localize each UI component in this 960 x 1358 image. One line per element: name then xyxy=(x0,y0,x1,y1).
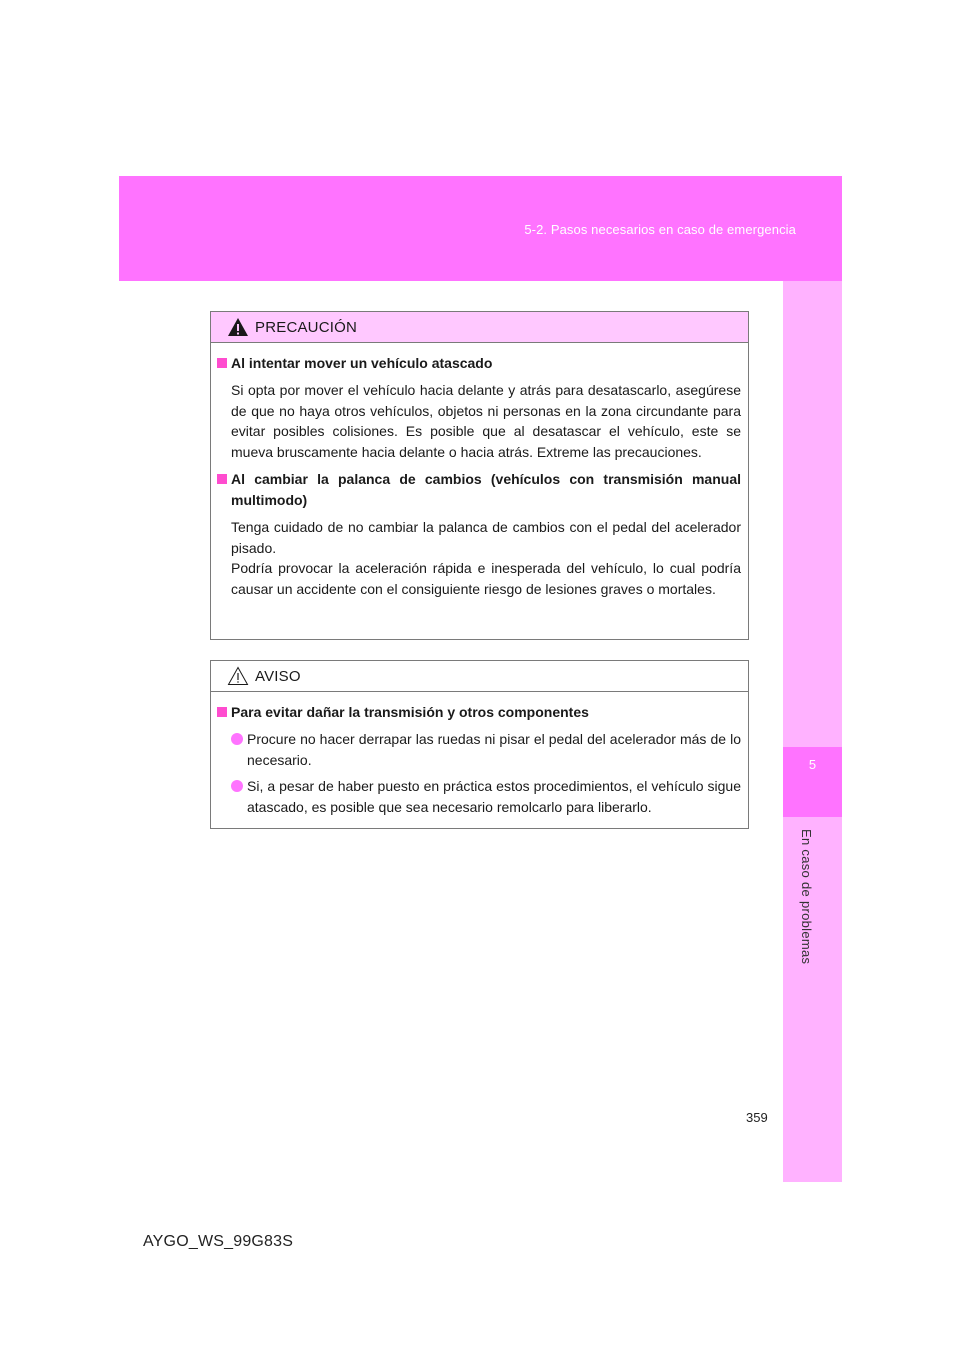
list-item xyxy=(217,776,741,817)
caution-body xyxy=(211,343,748,599)
notice-header xyxy=(211,661,748,692)
section-heading xyxy=(217,469,741,511)
document-code: AYGO_WS_99G83S xyxy=(143,1233,294,1250)
notice-title: AVISO xyxy=(255,667,301,685)
warning-triangle-icon xyxy=(227,317,249,337)
caution-box xyxy=(210,311,749,640)
list-item-text: Procure no hacer derrapar las ruedas ni pisar el pedal del acelerador más de lo necesario. xyxy=(247,731,741,768)
section-heading xyxy=(217,702,741,723)
notice-box xyxy=(210,660,749,829)
section-heading xyxy=(217,353,741,374)
heading-text: Al intentar mover un vehículo atascado xyxy=(231,355,493,371)
paragraph: Podría provocar la aceleración rápida e inesperada del vehículo, lo cual podría causar un accidente con el consiguiente riesgo de lesiones graves o mortales. xyxy=(231,560,741,597)
circle-bullet-icon xyxy=(231,780,243,792)
chapter-side-tab xyxy=(783,281,842,1182)
notice-body xyxy=(211,692,748,817)
section-title: 5-2. Pasos necesarios en caso de emergencia xyxy=(524,222,796,237)
list-item-text: Si, a pesar de haber puesto en práctica estos procedimientos, el vehículo sigue atascado, es posible que sea necesario remolcarlo para liberarlo. xyxy=(247,778,741,815)
paragraph: Tenga cuidado de no cambiar la palanca de cambios con el pedal del acelerador pisado. xyxy=(231,519,741,556)
warning-triangle-outline-icon xyxy=(227,666,249,686)
chapter-number: 5 xyxy=(808,757,817,772)
chapter-title: En caso de problemas xyxy=(799,829,814,965)
page-number: 359 xyxy=(746,1110,768,1125)
square-bullet-icon xyxy=(217,358,227,368)
heading-text: Al cambiar la palanca de cambios (vehículos con transmisión manual multimodo) xyxy=(231,471,741,508)
heading-text: Para evitar dañar la transmisión y otros componentes xyxy=(231,704,589,720)
caution-header xyxy=(211,312,748,343)
square-bullet-icon xyxy=(217,474,227,484)
paragraph: Si opta por mover el vehículo hacia delante y atrás para desatascarlo, asegúrese de que no haya otros vehículos, objetos ni personas en la zona circundante para evitar posibles colisiones. Es posible que al desatascar el vehículo, este se mueva bruscamente hacia delante o hacia atrás. Extreme las precauciones. xyxy=(231,382,741,460)
caution-title: PRECAUCIÓN xyxy=(255,318,358,336)
square-bullet-icon xyxy=(217,707,227,717)
circle-bullet-icon xyxy=(231,733,243,745)
header-band xyxy=(119,176,842,281)
chapter-number-block xyxy=(783,747,842,817)
list-item xyxy=(217,729,741,770)
